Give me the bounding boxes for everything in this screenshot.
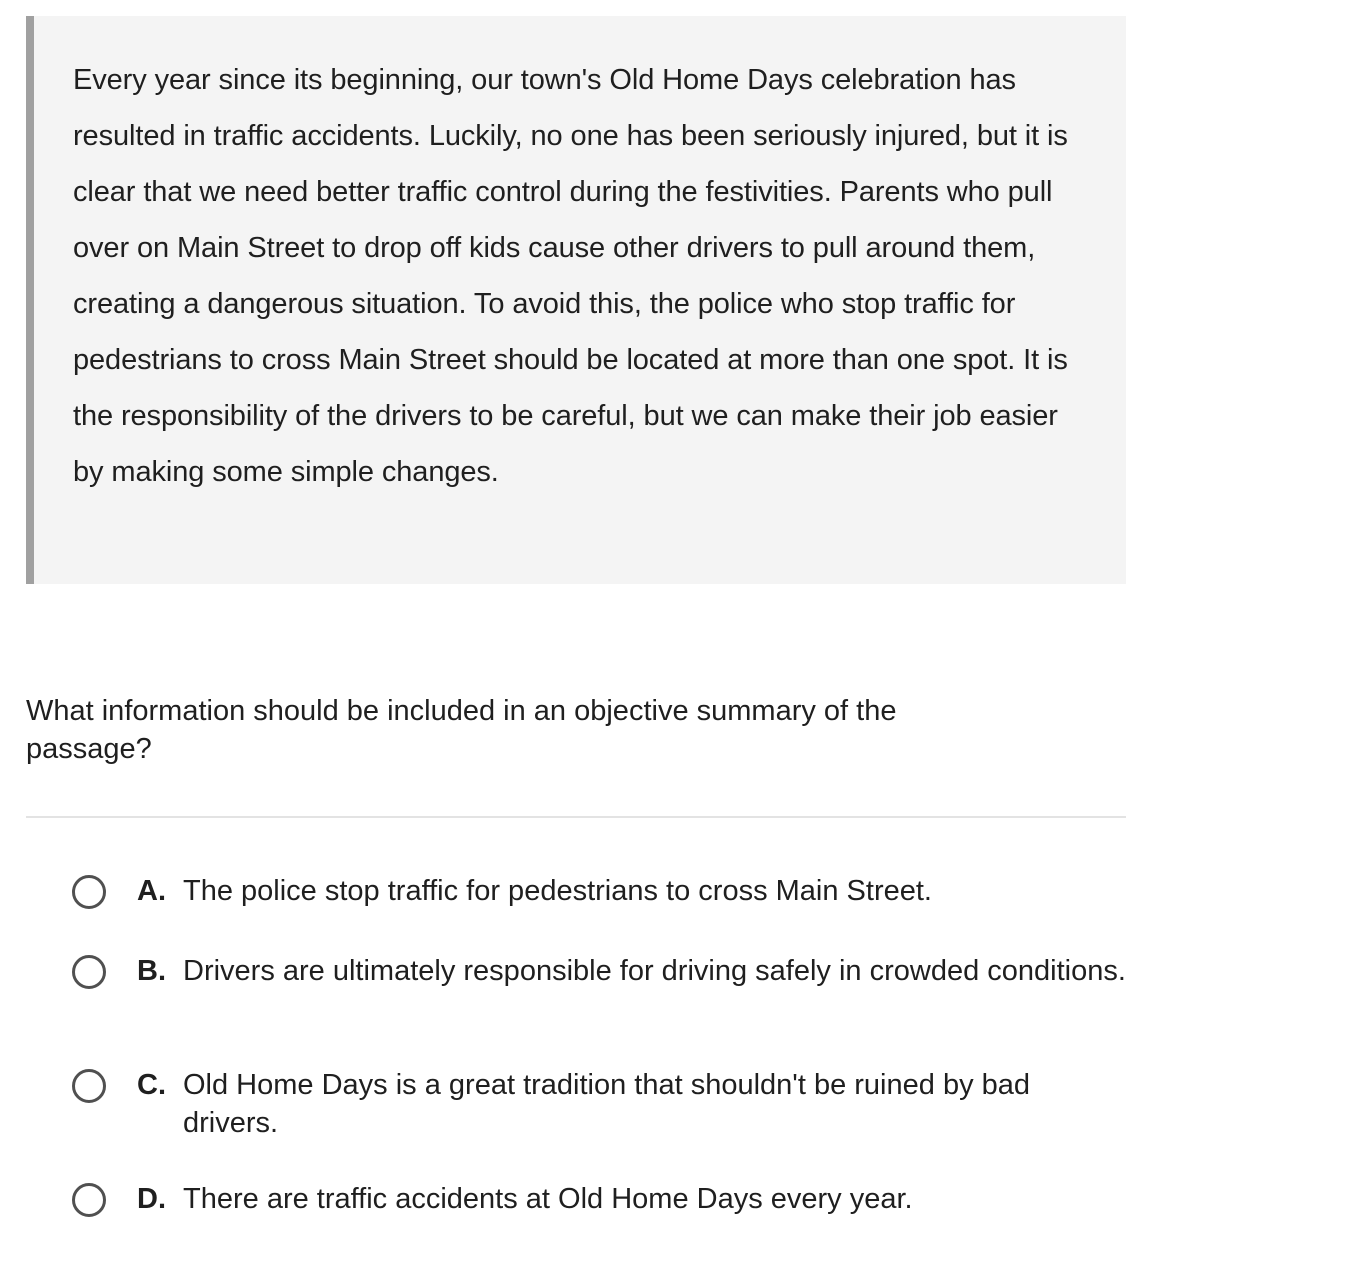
question-prompt: What information should be included in an objective summary of the passage? — [26, 695, 897, 765]
divider — [26, 816, 1126, 818]
radio-button-c[interactable] — [72, 1069, 106, 1103]
passage-box — [26, 16, 1126, 584]
radio-button-a[interactable] — [72, 875, 106, 909]
option-letter: A. — [137, 875, 166, 907]
passage-text: Every year since its beginning, our town's Old Home Days celebration has resulted in traffic accidents. Luckily, no one has been seriously injured, but it is clear that we need better traffic control during the festivities. Parents who pull over on Main Street to drop off kids cause other drivers to pull around them, creating a dangerous situation. To avoid this, the police who stop traffic for pedestrians to cross Main Street should be located at more than one spot. It is the responsibility of the drivers to be careful, but we can make their job easier by making some simple changes. — [73, 64, 1068, 488]
option-letter: C. — [137, 1069, 166, 1101]
radio-button-b[interactable] — [72, 955, 106, 989]
option-d[interactable] — [72, 1180, 1132, 1218]
option-b[interactable] — [72, 952, 1132, 990]
option-text: The police stop traffic for pedestrians to cross Main Street. — [183, 875, 932, 907]
option-letter: B. — [137, 955, 166, 987]
option-text: Old Home Days is a great tradition that shouldn't be ruined by bad drivers. — [183, 1069, 1031, 1139]
option-text: There are traffic accidents at Old Home Days every year. — [183, 1183, 913, 1215]
option-text: Drivers are ultimately responsible for driving safely in crowded conditions. — [183, 955, 1126, 987]
option-a[interactable] — [72, 872, 1132, 910]
radio-button-d[interactable] — [72, 1183, 106, 1217]
option-letter: D. — [137, 1183, 166, 1215]
option-c[interactable] — [72, 1066, 1132, 1142]
